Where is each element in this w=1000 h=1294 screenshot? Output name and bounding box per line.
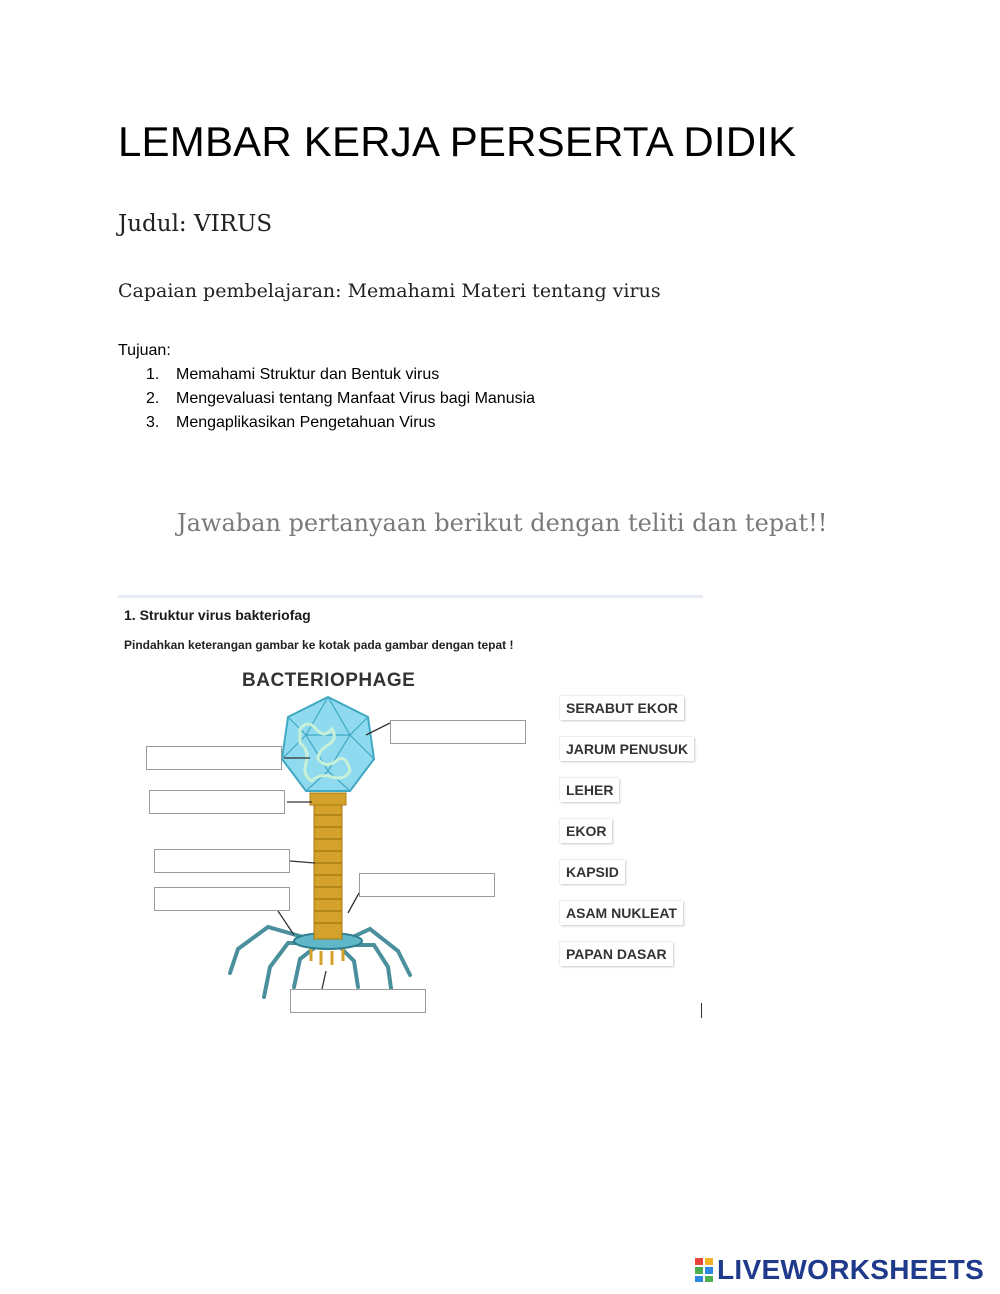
neck-collar [310, 793, 346, 805]
answer-box-tail-fiber[interactable] [154, 887, 290, 911]
footer-brand [694, 1255, 984, 1285]
subject-title: Judul: VIRUS [118, 211, 273, 237]
list-text: Mengevaluasi tentang Manfaat Virus bagi Manusia [176, 390, 536, 407]
question-title: 1. Struktur virus bakteriofag [124, 607, 311, 623]
instruction-text: Jawaban pertanyaan berikut dengan teliti dan tepat!! [177, 509, 828, 537]
brand-name: LIVEWORKSHEETS [717, 1254, 985, 1285]
draggable-label[interactable]: ASAM NUKLEAT [560, 901, 683, 925]
objectives-label: Tujuan: [118, 342, 171, 359]
list-text: Memahami Struktur dan Bentuk virus [176, 366, 440, 383]
worksheet-exercise [118, 595, 708, 1025]
draggable-label[interactable]: PAPAN DASAR [560, 942, 673, 966]
list-item [146, 366, 535, 390]
page-title: LEMBAR KERJA PERSERTA DIDIK [118, 118, 797, 165]
answer-box-capsid[interactable] [390, 720, 526, 744]
draggable-label[interactable]: EKOR [560, 819, 612, 843]
question-instruction: Pindahkan keterangan gambar ke kotak pada gambar dengan tepat ! [124, 638, 514, 652]
tail-sheath [314, 803, 342, 939]
objectives-list [146, 366, 535, 438]
list-text: Mengaplikasikan Pengetahuan Virus [176, 414, 436, 431]
draggable-label[interactable]: KAPSID [560, 860, 625, 884]
tail-pins [311, 949, 343, 965]
liveworksheets-logo-icon [694, 1257, 714, 1283]
list-item [146, 414, 535, 438]
answer-box-tail[interactable] [154, 849, 290, 873]
list-number: 2. [146, 390, 160, 407]
diagram-heading: BACTERIOPHAGE [242, 670, 416, 691]
answer-box-neck[interactable] [149, 790, 285, 814]
draggable-label[interactable]: JARUM PENUSUK [560, 737, 694, 761]
list-number: 1. [146, 366, 160, 383]
text-cursor [701, 1003, 702, 1018]
draggable-label[interactable]: LEHER [560, 778, 619, 802]
answer-box-base[interactable] [290, 989, 426, 1013]
answer-box-nucleic-acid[interactable] [146, 746, 282, 770]
draggable-label[interactable]: SERABUT EKOR [560, 696, 684, 720]
answer-box-tail-right[interactable] [359, 873, 495, 897]
list-number: 3. [146, 414, 160, 431]
learning-outcome: Capaian pembelajaran: Memahami Materi tentang virus [118, 280, 661, 302]
list-item [146, 390, 535, 414]
